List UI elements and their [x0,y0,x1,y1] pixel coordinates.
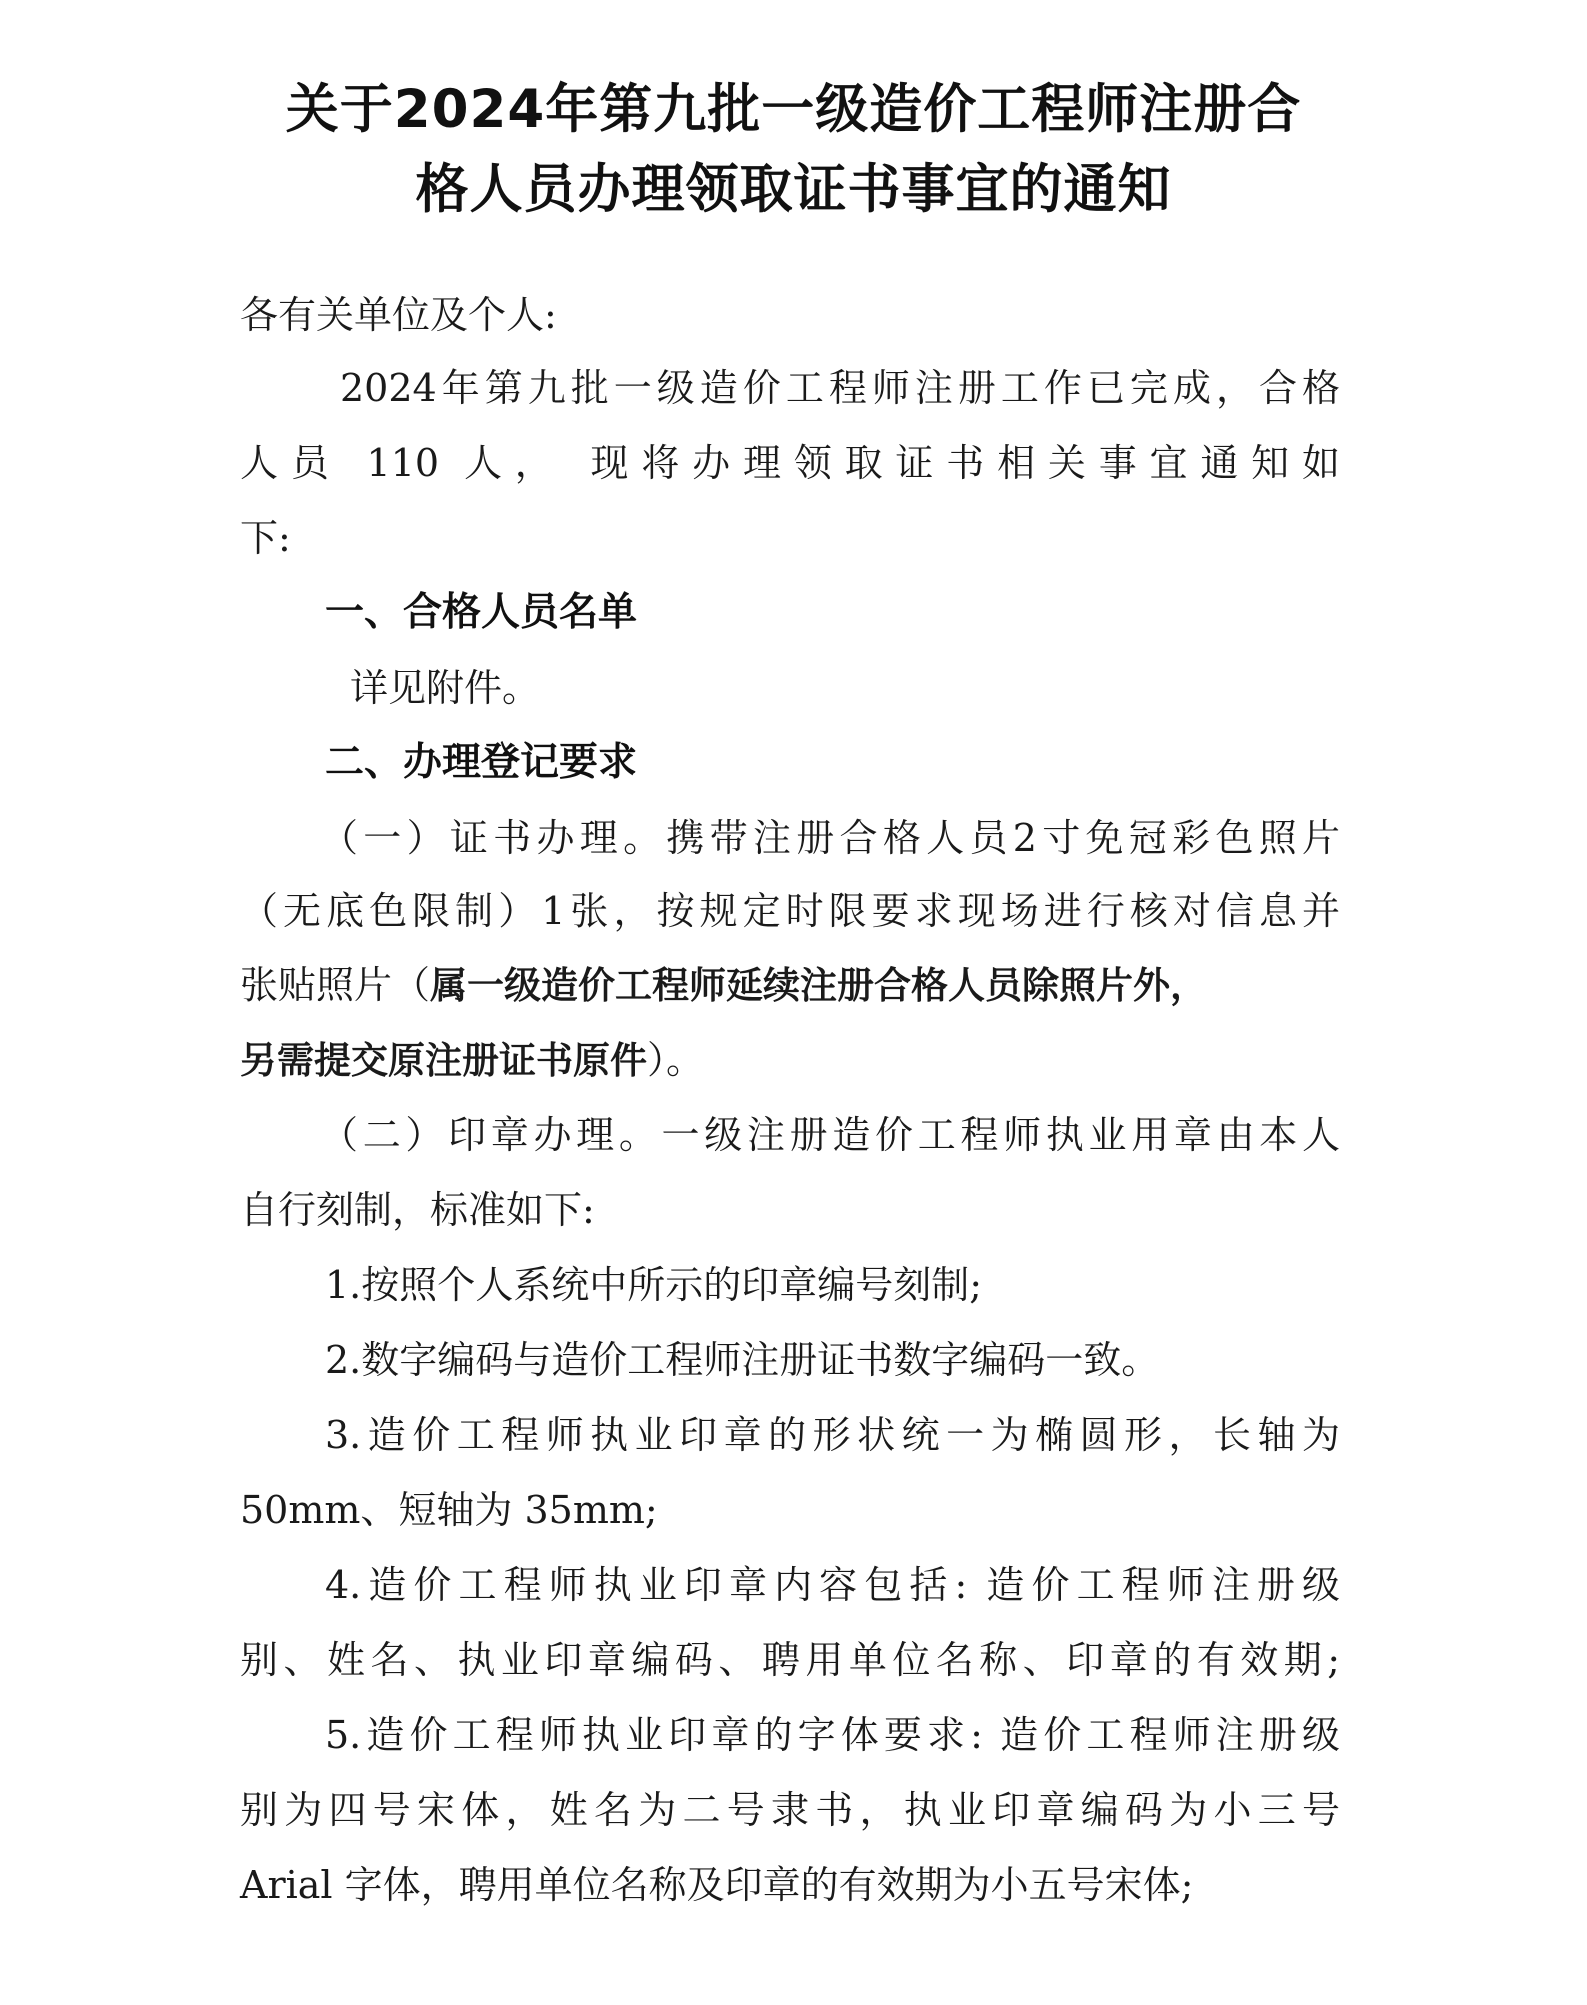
item1-line-2: （无底色限制）1张，按规定时限要求现场进行核对信息并 [240,889,1340,933]
item1-line-1: （一）证书办理。携带注册合格人员2寸免冠彩色照片 [320,816,1340,860]
rule-1: 1.按照个人系统中所示的印章编号刻制; [325,1263,983,1307]
rule-5-line-3: Arial 字体，聘用单位名称及印章的有效期为小五号宋体; [240,1863,1194,1907]
document-title-line2: 格人员办理领取证书事宜的通知 [415,159,1172,220]
item1-line-3-prefix: 张贴照片（ [240,963,431,1007]
rule-2: 2.数字编码与造价工程师注册证书数字编码一致。 [325,1338,1160,1382]
item1-line-4-emphasis: 另需提交原注册证书原件 [240,1039,647,1082]
item1-line-3-emphasis: 属一级造价工程师延续注册合格人员除照片外， [430,964,1208,1007]
item1-line-4 [240,1037,704,1084]
rule-3-line-2: 50mm、短轴为 35mm; [240,1488,658,1532]
intro-line-3: 下: [240,516,291,560]
rule-3-line-1: 3.造价工程师执业印章的形状统一为椭圆形，长轴为 [325,1413,1340,1457]
item1-line-4-suffix: ）。 [647,1038,705,1082]
document-title-line1: 关于2024年第九批一级造价工程师注册合 [285,79,1302,140]
intro-line-2: 人员 110 人， 现将办理领取证书相关事宜通知如 [240,441,1340,485]
salutation: 各有关单位及个人: [240,293,557,337]
rule-4-line-2: 别、姓名、执业印章编码、聘用单位名称、印章的有效期; [240,1638,1340,1682]
section2-heading: 二、办理登记要求 [325,740,638,785]
item1-line-3 [240,962,1207,1009]
section1-text: 详见附件。 [350,666,541,710]
section1-heading: 一、合格人员名单 [325,590,638,635]
item2-line-2: 自行刻制，标准如下: [240,1188,595,1232]
intro-line-1: 2024年第九批一级造价工程师注册工作已完成，合格 [340,366,1340,410]
rule-4-line-1: 4.造价工程师执业印章内容包括: 造价工程师注册级 [325,1563,1340,1607]
rule-5-line-1: 5.造价工程师执业印章的字体要求: 造价工程师注册级 [325,1713,1340,1757]
item2-line-1: （二）印章办理。一级注册造价工程师执业用章由本人 [320,1113,1340,1157]
rule-5-line-2: 别为四号宋体，姓名为二号隶书，执业印章编码为小三号 [240,1788,1340,1832]
